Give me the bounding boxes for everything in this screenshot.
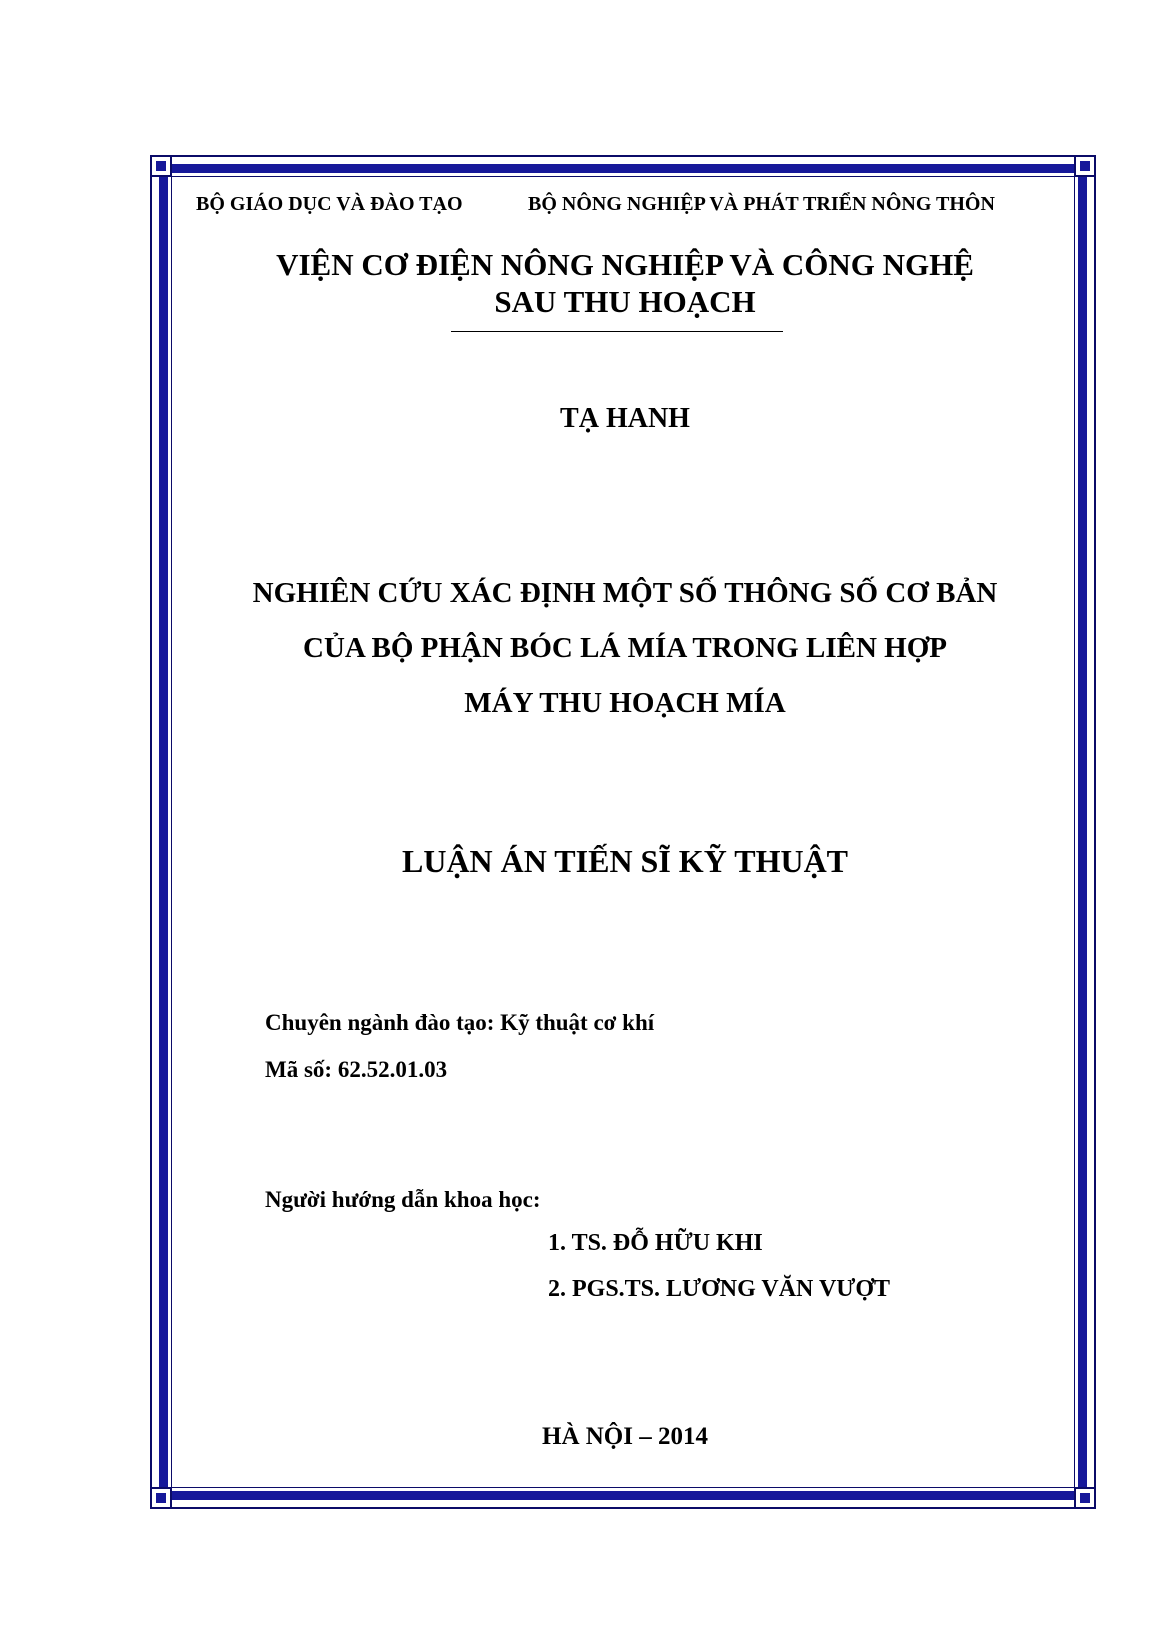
thesis-title-line-1: NGHIÊN CỨU XÁC ĐỊNH MỘT SỐ THÔNG SỐ CƠ BẢN (252, 577, 998, 609)
thesis-title-line-2: CỦA BỘ PHẬN BÓC LÁ MÍA TRONG LIÊN HỢP (303, 632, 947, 664)
ministry-education: BỘ GIÁO DỤC VÀ ĐÀO TẠO (196, 193, 463, 215)
specialization-code: Mã số: 62.52.01.03 (265, 1057, 448, 1082)
author-name: TẠ HANH (560, 403, 690, 434)
degree-type: LUẬN ÁN TIẾN SĨ KỸ THUẬT (401, 843, 849, 879)
institute-name-line-1: VIỆN CƠ ĐIỆN NÔNG NGHIỆP VÀ CÔNG NGHỆ (276, 247, 974, 282)
corner-ornament-top-right (1074, 155, 1096, 177)
advisors-label: Người hướng dẫn khoa học: (265, 1187, 541, 1212)
thesis-title-line-3: MÁY THU HOẠCH MÍA (464, 687, 786, 719)
specialization: Chuyên ngành đào tạo: Kỹ thuật cơ khí (265, 1010, 655, 1035)
advisor-2: 2. PGS.TS. LƯƠNG VĂN VƯỢT (548, 1276, 891, 1302)
institute-name-line-2: SAU THU HOẠCH (494, 284, 756, 319)
corner-ornament-top-left (150, 155, 172, 177)
advisor-1: 1. TS. ĐỖ HỮU KHI (548, 1230, 763, 1256)
corner-ornament-bottom-left (150, 1487, 172, 1509)
place-and-year: HÀ NỘI – 2014 (542, 1423, 708, 1450)
header-divider (451, 331, 783, 332)
corner-ornament-bottom-right (1074, 1487, 1096, 1509)
ministry-agriculture: BỘ NÔNG NGHIỆP VÀ PHÁT TRIỂN NÔNG THÔN (528, 193, 995, 215)
